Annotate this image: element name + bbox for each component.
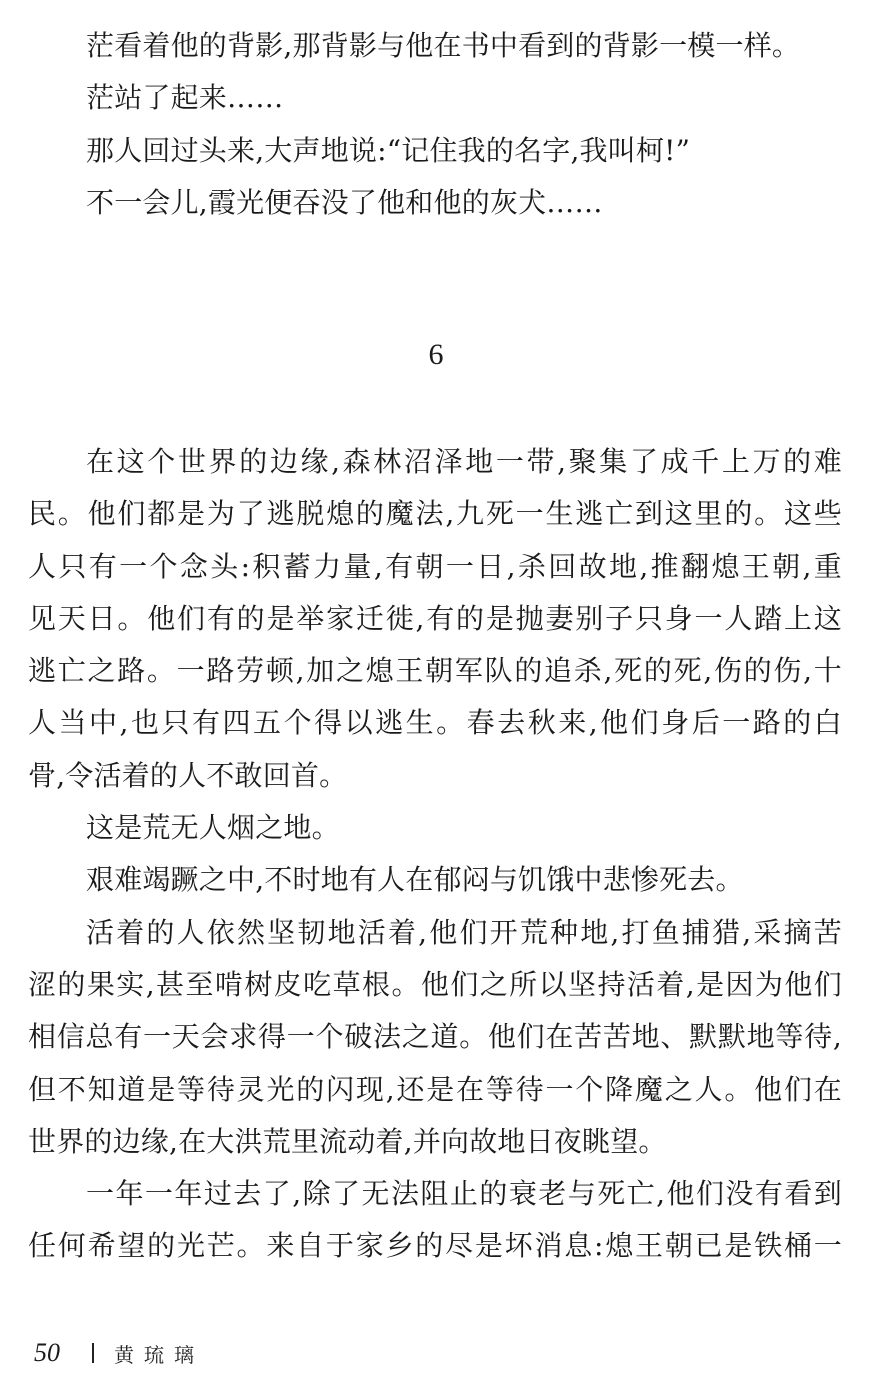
paragraph-line: 相信总有一天会求得一个破法之道。他们在苦苦地、默默地等待, [28,1020,842,1054]
paragraph-line: 世界的边缘,在大洪荒里流动着,并向故地日夜眺望。 [28,1124,667,1158]
paragraph-line: 一年一年过去了,除了无法阻止的衰老与死亡,他们没有看到 [86,1177,842,1211]
page-footer [34,1333,204,1373]
paragraph-line: 逃亡之路。一路劳顿,加之熄王朝军队的追杀,死的死,伤的伤,十 [28,654,842,688]
chapter-body [28,436,842,1273]
chapter-number: 6 [428,338,444,371]
footer-divider [92,1343,94,1363]
paragraph-line: 人只有一个念头:积蓄力量,有朝一日,杀回故地,推翻熄王朝,重 [28,549,842,583]
paragraph-line: 骨,令活着的人不敢回首。 [28,758,348,792]
paragraph-line: 那人回过头来,大声地说:“记住我的名字,我叫柯!” [86,133,691,167]
top-section [28,20,842,229]
paragraph-line: 艰难竭蹶之中,不时地有人在郁闷与饥饿中悲惨死去。 [86,863,744,897]
paragraph-line: 涩的果实,甚至啃树皮吃草根。他们之所以坚持活着,是因为他们 [28,967,842,1001]
page-number: 50 [34,1338,60,1367]
paragraph-line: 见天日。他们有的是举家迁徙,有的是抛妻别子只身一人踏上这 [28,601,842,635]
book-title: 黄琉璃 [114,1342,204,1367]
paragraph-line: 不一会儿,霞光便吞没了他和他的灰犬…… [86,185,603,219]
paragraph-line: 茫看着他的背影,那背影与他在书中看到的背影一模一样。 [86,29,801,62]
paragraph-line: 这是荒无人烟之地。 [86,811,340,845]
paragraph-line: 任何希望的光芒。来自于家乡的尽是坏消息:熄王朝已是铁桶一 [28,1229,842,1263]
paragraph-line: 茫站了起来…… [86,81,284,115]
paragraph-line: 人当中,也只有四五个得以逃生。春去秋来,他们身后一路的白 [28,706,842,740]
paragraph-line: 民。他们都是为了逃脱熄的魔法,九死一生逃亡到这里的。这些 [28,497,842,531]
paragraph-line: 在这个世界的边缘,森林沼泽地一带,聚集了成千上万的难 [86,445,842,478]
paragraph-line: 活着的人依然坚韧地活着,他们开荒种地,打鱼捕猎,采摘苦 [86,915,842,949]
paragraph-line: 但不知道是等待灵光的闪现,还是在等待一个降魔之人。他们在 [28,1072,842,1106]
